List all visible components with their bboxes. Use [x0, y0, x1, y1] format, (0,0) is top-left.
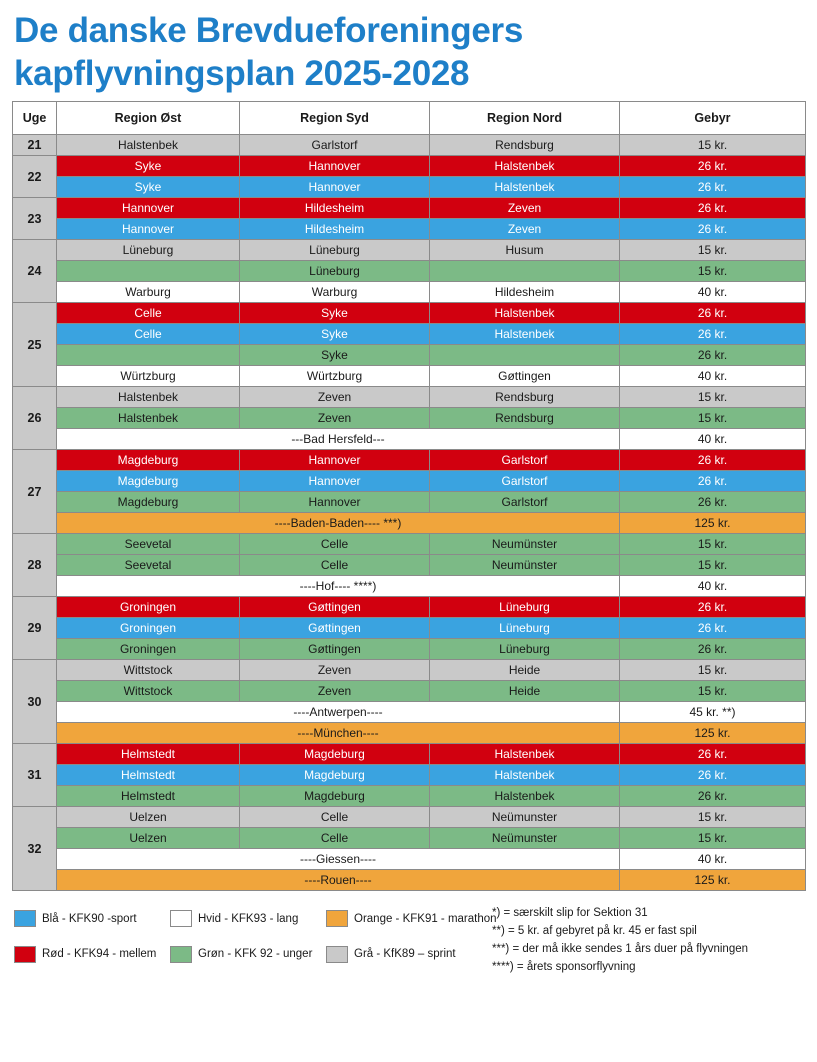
region-nord-cell: Halstenbek: [430, 786, 620, 807]
region-ost-cell: [57, 345, 240, 366]
race-plan-table: [12, 101, 806, 891]
region-nord-cell: Neumünster: [430, 534, 620, 555]
table-header-row: [13, 102, 806, 135]
table-row: [13, 492, 806, 513]
region-ost-cell: Wittstock: [57, 660, 240, 681]
table-row: [13, 681, 806, 702]
fee-cell: 125 kr.: [620, 513, 806, 534]
region-nord-cell: Gøttingen: [430, 366, 620, 387]
fee-cell: 15 kr.: [620, 534, 806, 555]
week-cell: 27: [13, 450, 57, 534]
region-nord-cell: Neümunster: [430, 807, 620, 828]
region-ost-cell: Magdeburg: [57, 492, 240, 513]
legend-item: [326, 941, 482, 968]
region-ost-cell: Celle: [57, 303, 240, 324]
legend-color-swatch-icon: [170, 910, 192, 927]
column-header-syd: Region Syd: [240, 102, 430, 135]
legend-label: Blå - KFK90 -sport: [42, 912, 137, 925]
region-syd-cell: Hannover: [240, 471, 430, 492]
region-nord-cell: Hildesheim: [430, 282, 620, 303]
fee-cell: 26 kr.: [620, 471, 806, 492]
legend: [12, 905, 805, 976]
week-cell: 32: [13, 807, 57, 891]
legend-color-key: [14, 905, 497, 976]
region-syd-cell: Gøttingen: [240, 618, 430, 639]
table-row: [13, 555, 806, 576]
fee-cell: 26 kr.: [620, 450, 806, 471]
region-nord-cell: Garlstorf: [430, 492, 620, 513]
table-row: [13, 282, 806, 303]
fee-cell: 125 kr.: [620, 870, 806, 891]
week-cell: 30: [13, 660, 57, 744]
region-nord-cell: Zeven: [430, 219, 620, 240]
region-ost-cell: Seevetal: [57, 534, 240, 555]
region-ost-cell: Hannover: [57, 198, 240, 219]
week-cell: 29: [13, 597, 57, 660]
region-syd-cell: Hildesheim: [240, 198, 430, 219]
table-row: [13, 345, 806, 366]
fee-cell: 15 kr.: [620, 408, 806, 429]
region-syd-cell: Garlstorf: [240, 135, 430, 156]
table-row: [13, 177, 806, 198]
footnote-line: ***) = der må ikke sendes 1 års duer på flyvningen: [492, 943, 749, 955]
column-header-uge: Uge: [13, 102, 57, 135]
region-ost-cell: Uelzen: [57, 828, 240, 849]
table-row: [13, 534, 806, 555]
table-row: [13, 408, 806, 429]
week-cell: 25: [13, 303, 57, 387]
legend-color-swatch-icon: [14, 946, 36, 963]
legend-color-swatch-icon: [14, 910, 36, 927]
fee-cell: 40 kr.: [620, 429, 806, 450]
week-cell: 24: [13, 240, 57, 303]
region-ost-cell: Halstenbek: [57, 135, 240, 156]
table-row: [13, 156, 806, 177]
legend-label: Grøn - KFK 92 - unger: [198, 948, 313, 961]
region-syd-cell: Hildesheim: [240, 219, 430, 240]
region-syd-cell: Celle: [240, 555, 430, 576]
week-cell: 31: [13, 744, 57, 807]
region-nord-cell: Neümunster: [430, 828, 620, 849]
fee-cell: 40 kr.: [620, 366, 806, 387]
region-ost-cell: Seevetal: [57, 555, 240, 576]
fee-cell: 125 kr.: [620, 723, 806, 744]
region-syd-cell: Hannover: [240, 492, 430, 513]
fee-cell: 26 kr.: [620, 177, 806, 198]
fee-cell: 26 kr.: [620, 597, 806, 618]
table-row: [13, 135, 806, 156]
region-syd-cell: Syke: [240, 324, 430, 345]
region-ost-cell: Uelzen: [57, 807, 240, 828]
table-row: [13, 807, 806, 828]
fee-cell: 40 kr.: [620, 282, 806, 303]
footnote-line: *) = særskilt slip for Sektion 31: [492, 907, 648, 920]
region-syd-cell: Gøttingen: [240, 597, 430, 618]
region-syd-cell: Hannover: [240, 450, 430, 471]
region-ost-cell: Groningen: [57, 639, 240, 660]
region-syd-cell: Celle: [240, 828, 430, 849]
week-cell: 21: [13, 135, 57, 156]
table-row: [13, 240, 806, 261]
region-ost-cell: Magdeburg: [57, 471, 240, 492]
fee-cell: 26 kr.: [620, 765, 806, 786]
merged-race-cell: ----Baden-Baden---- ***): [57, 513, 620, 534]
region-nord-cell: Garlstorf: [430, 471, 620, 492]
footnote-line: **) = 5 kr. af gebyret på kr. 45 er fast spil: [492, 925, 697, 938]
region-syd-cell: Gøttingen: [240, 639, 430, 660]
region-ost-cell: Magdeburg: [57, 450, 240, 471]
region-ost-cell: [57, 261, 240, 282]
merged-race-cell: ----München----: [57, 723, 620, 744]
fee-cell: 26 kr.: [620, 345, 806, 366]
legend-label: Hvid - KFK93 - lang: [198, 912, 299, 925]
region-ost-cell: Syke: [57, 177, 240, 198]
week-cell: 22: [13, 156, 57, 198]
table-row: [13, 597, 806, 618]
merged-race-cell: ----Rouen----: [57, 870, 620, 891]
region-ost-cell: Halstenbek: [57, 408, 240, 429]
fee-cell: 45 kr. **): [620, 702, 806, 723]
fee-cell: 15 kr.: [620, 261, 806, 282]
region-nord-cell: Rendsburg: [430, 408, 620, 429]
table-row: [13, 219, 806, 240]
legend-label: Grå - KfK89 – sprint: [354, 948, 456, 961]
footnote-line: ****) = årets sponsorflyvning: [492, 960, 636, 973]
fee-cell: 26 kr.: [620, 156, 806, 177]
region-syd-cell: Magdeburg: [240, 765, 430, 786]
region-nord-cell: Heide: [430, 681, 620, 702]
fee-cell: 15 kr.: [620, 828, 806, 849]
region-ost-cell: Hannover: [57, 219, 240, 240]
legend-item: [326, 905, 497, 932]
table-row: [13, 849, 806, 870]
table-row: [13, 744, 806, 765]
region-syd-cell: Magdeburg: [240, 744, 430, 765]
legend-item: [14, 941, 170, 968]
table-row: [13, 660, 806, 681]
table-row: [13, 261, 806, 282]
region-ost-cell: Würtzburg: [57, 366, 240, 387]
merged-race-cell: ---Bad Hersfeld---: [57, 429, 620, 450]
region-ost-cell: Lüneburg: [57, 240, 240, 261]
legend-color-swatch-icon: [170, 946, 192, 963]
table-row: [13, 450, 806, 471]
fee-cell: 15 kr.: [620, 240, 806, 261]
merged-race-cell: ----Hof---- ****): [57, 576, 620, 597]
table-row: [13, 303, 806, 324]
region-syd-cell: Syke: [240, 345, 430, 366]
legend-color-swatch-icon: [326, 910, 348, 927]
fee-cell: 15 kr.: [620, 681, 806, 702]
region-ost-cell: Warburg: [57, 282, 240, 303]
region-ost-cell: Helmstedt: [57, 765, 240, 786]
region-nord-cell: Rendsburg: [430, 387, 620, 408]
table-row: [13, 765, 806, 786]
week-cell: 23: [13, 198, 57, 240]
region-syd-cell: Warburg: [240, 282, 430, 303]
week-cell: 28: [13, 534, 57, 597]
legend-item: [170, 905, 326, 932]
region-syd-cell: Magdeburg: [240, 786, 430, 807]
region-nord-cell: Lüneburg: [430, 618, 620, 639]
fee-cell: 15 kr.: [620, 135, 806, 156]
table-row: [13, 723, 806, 744]
region-nord-cell: Halstenbek: [430, 765, 620, 786]
region-syd-cell: Syke: [240, 303, 430, 324]
table-row: [13, 387, 806, 408]
region-ost-cell: Celle: [57, 324, 240, 345]
region-nord-cell: Lüneburg: [430, 639, 620, 660]
region-syd-cell: Celle: [240, 534, 430, 555]
legend-footnotes: [484, 905, 748, 976]
legend-color-swatch-icon: [326, 946, 348, 963]
title-line-2: kapflyvningsplan 2025-2028: [14, 53, 470, 93]
column-header-ost: Region Øst: [57, 102, 240, 135]
table-row: [13, 870, 806, 891]
fee-cell: 15 kr.: [620, 807, 806, 828]
region-nord-cell: Halstenbek: [430, 303, 620, 324]
region-nord-cell: [430, 261, 620, 282]
region-nord-cell: [430, 345, 620, 366]
region-nord-cell: Husum: [430, 240, 620, 261]
table-row: [13, 702, 806, 723]
region-nord-cell: Zeven: [430, 198, 620, 219]
fee-cell: 15 kr.: [620, 555, 806, 576]
region-ost-cell: Wittstock: [57, 681, 240, 702]
fee-cell: 26 kr.: [620, 219, 806, 240]
merged-race-cell: ----Giessen----: [57, 849, 620, 870]
table-row: [13, 576, 806, 597]
fee-cell: 15 kr.: [620, 387, 806, 408]
region-syd-cell: Celle: [240, 807, 430, 828]
region-ost-cell: Groningen: [57, 597, 240, 618]
region-nord-cell: Halstenbek: [430, 156, 620, 177]
region-ost-cell: Halstenbek: [57, 387, 240, 408]
fee-cell: 26 kr.: [620, 618, 806, 639]
region-syd-cell: Zeven: [240, 387, 430, 408]
table-row: [13, 198, 806, 219]
fee-cell: 26 kr.: [620, 198, 806, 219]
page-title: [12, 0, 805, 101]
fee-cell: 26 kr.: [620, 786, 806, 807]
region-syd-cell: Zeven: [240, 681, 430, 702]
region-ost-cell: Groningen: [57, 618, 240, 639]
fee-cell: 15 kr.: [620, 660, 806, 681]
region-ost-cell: Syke: [57, 156, 240, 177]
region-nord-cell: Neumünster: [430, 555, 620, 576]
table-row: [13, 366, 806, 387]
fee-cell: 26 kr.: [620, 324, 806, 345]
legend-label: Orange - KFK91 - marathon: [354, 912, 497, 925]
region-syd-cell: Zeven: [240, 408, 430, 429]
region-nord-cell: Rendsburg: [430, 135, 620, 156]
fee-cell: 40 kr.: [620, 576, 806, 597]
table-row: [13, 324, 806, 345]
legend-label: Rød - KFK94 - mellem: [42, 948, 157, 961]
region-ost-cell: Helmstedt: [57, 786, 240, 807]
legend-item: [170, 941, 326, 968]
region-nord-cell: Heide: [430, 660, 620, 681]
region-syd-cell: Hannover: [240, 156, 430, 177]
region-ost-cell: Helmstedt: [57, 744, 240, 765]
title-line-1: De danske Brevdueforeningers: [14, 11, 523, 50]
region-syd-cell: Lüneburg: [240, 261, 430, 282]
table-row: [13, 429, 806, 450]
region-nord-cell: Garlstorf: [430, 450, 620, 471]
table-row: [13, 471, 806, 492]
table-row: [13, 639, 806, 660]
fee-cell: 26 kr.: [620, 744, 806, 765]
table-row: [13, 828, 806, 849]
fee-cell: 26 kr.: [620, 303, 806, 324]
region-nord-cell: Halstenbek: [430, 744, 620, 765]
fee-cell: 26 kr.: [620, 492, 806, 513]
table-row: [13, 618, 806, 639]
merged-race-cell: ----Antwerpen----: [57, 702, 620, 723]
region-nord-cell: Halstenbek: [430, 324, 620, 345]
region-nord-cell: Lüneburg: [430, 597, 620, 618]
region-syd-cell: Lüneburg: [240, 240, 430, 261]
legend-item: [14, 905, 170, 932]
table-row: [13, 513, 806, 534]
column-header-nord: Region Nord: [430, 102, 620, 135]
region-syd-cell: Würtzburg: [240, 366, 430, 387]
fee-cell: 40 kr.: [620, 849, 806, 870]
region-syd-cell: Zeven: [240, 660, 430, 681]
table-row: [13, 786, 806, 807]
region-syd-cell: Hannover: [240, 177, 430, 198]
week-cell: 26: [13, 387, 57, 450]
column-header-gebyr: Gebyr: [620, 102, 806, 135]
region-nord-cell: Halstenbek: [430, 177, 620, 198]
fee-cell: 26 kr.: [620, 639, 806, 660]
